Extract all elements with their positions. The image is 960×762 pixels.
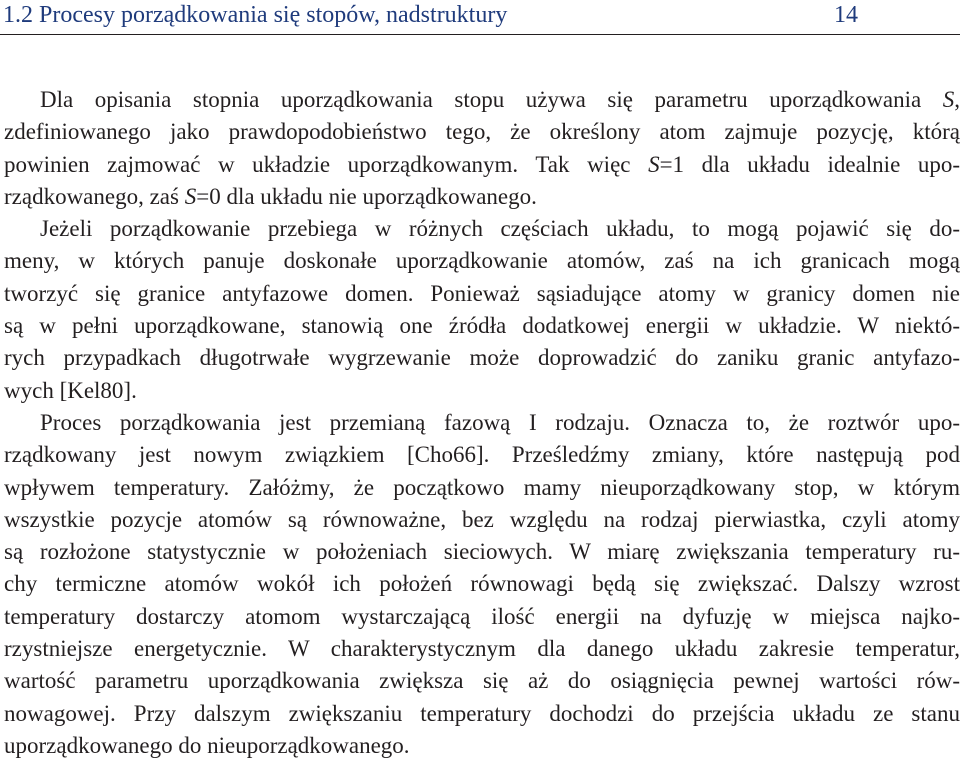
text-line: są w pełni uporządkowane, stanowią one źródła dodatkowej energii w układzie. W niektó- [4, 313, 960, 339]
text-line: powinien zajmować w układzie uporządkowanym. Tak więc S=1 dla układu idealnie upo- [4, 151, 960, 177]
text-line: zdefiniowanego jako prawdopodobieństwo tego, że określony atom zajmuje pozycję, którą [4, 119, 960, 145]
order-parameter-symbol: S [184, 183, 197, 209]
text-line: nowagowej. Przy dalszym zwiększaniu temperatury dochodzi do przejścia układu ze stanu [4, 700, 960, 726]
text-line: rządkowany jest nowym związkiem [Cho66]. Prześledźmy zmiany, które następują pod [4, 442, 960, 468]
text-line: temperatury dostarczy atomom wystarczającą ilość energii na dyfuzję w miejsca najko- [4, 603, 960, 629]
text-line: rządkowanego, zaś S=0 dla układu nie uporządkowanego. [4, 183, 537, 209]
text-line: Proces porządkowania jest przemianą fazową I rodzaju. Oznacza to, że roztwór upo- [40, 409, 960, 435]
text-line: są rozłożone statystycznie w położeniach sieciowych. W miarę zwiększania temperatury ru- [4, 539, 960, 565]
text-line: tworzyć się granice antyfazowe domen. Ponieważ sąsiadujące atomy w granicy domen nie [4, 280, 960, 306]
text-line: wartość parametru uporządkowania zwiększa się aż do osiągnięcia pewnej wartości rów- [4, 668, 960, 694]
text-line: rych przypadkach długotrwałe wygrzewanie może doprowadzić do zaniku granic antyfazo- [4, 345, 960, 371]
text-line: rzystniejsze energetycznie. W charakterystycznym dla danego układu zakresie temperatur, [4, 636, 960, 662]
header-rule [0, 34, 960, 35]
text-line: uporządkowanego do nieuporządkowanego. [4, 732, 410, 758]
order-parameter-symbol: S [942, 87, 955, 112]
text-line: Dla opisania stopnia uporządkowania stopu używa się parametru uporządkowania S, [40, 87, 960, 112]
section-title: 1.2 Procesy porządkowania się stopów, nadstruktury [3, 2, 508, 28]
text-line: wpływem temperatury. Załóżmy, że początkowo mamy nieuporządkowany stop, w którym [4, 474, 960, 500]
text-line: wych [Kel80]. [4, 377, 137, 403]
body-text [4, 84, 960, 762]
running-header [0, 0, 960, 36]
order-parameter-symbol: S [648, 151, 660, 177]
page-number: 14 [834, 2, 858, 28]
text-line: Jeżeli porządkowanie przebiega w różnych częściach układu, to mogą pojawić się do- [40, 216, 960, 242]
text-line: meny, w których panuje doskonałe uporządkowanie atomów, zaś na ich granicach mogą [4, 248, 960, 274]
text-line: wszystkie pozycje atomów są równoważne, bez względu na rodzaj pierwiastka, czyli atomy [4, 506, 960, 532]
text-line: chy termiczne atomów wokół ich położeń równowagi będą się zwiększać. Dalszy wzrost [4, 571, 960, 597]
